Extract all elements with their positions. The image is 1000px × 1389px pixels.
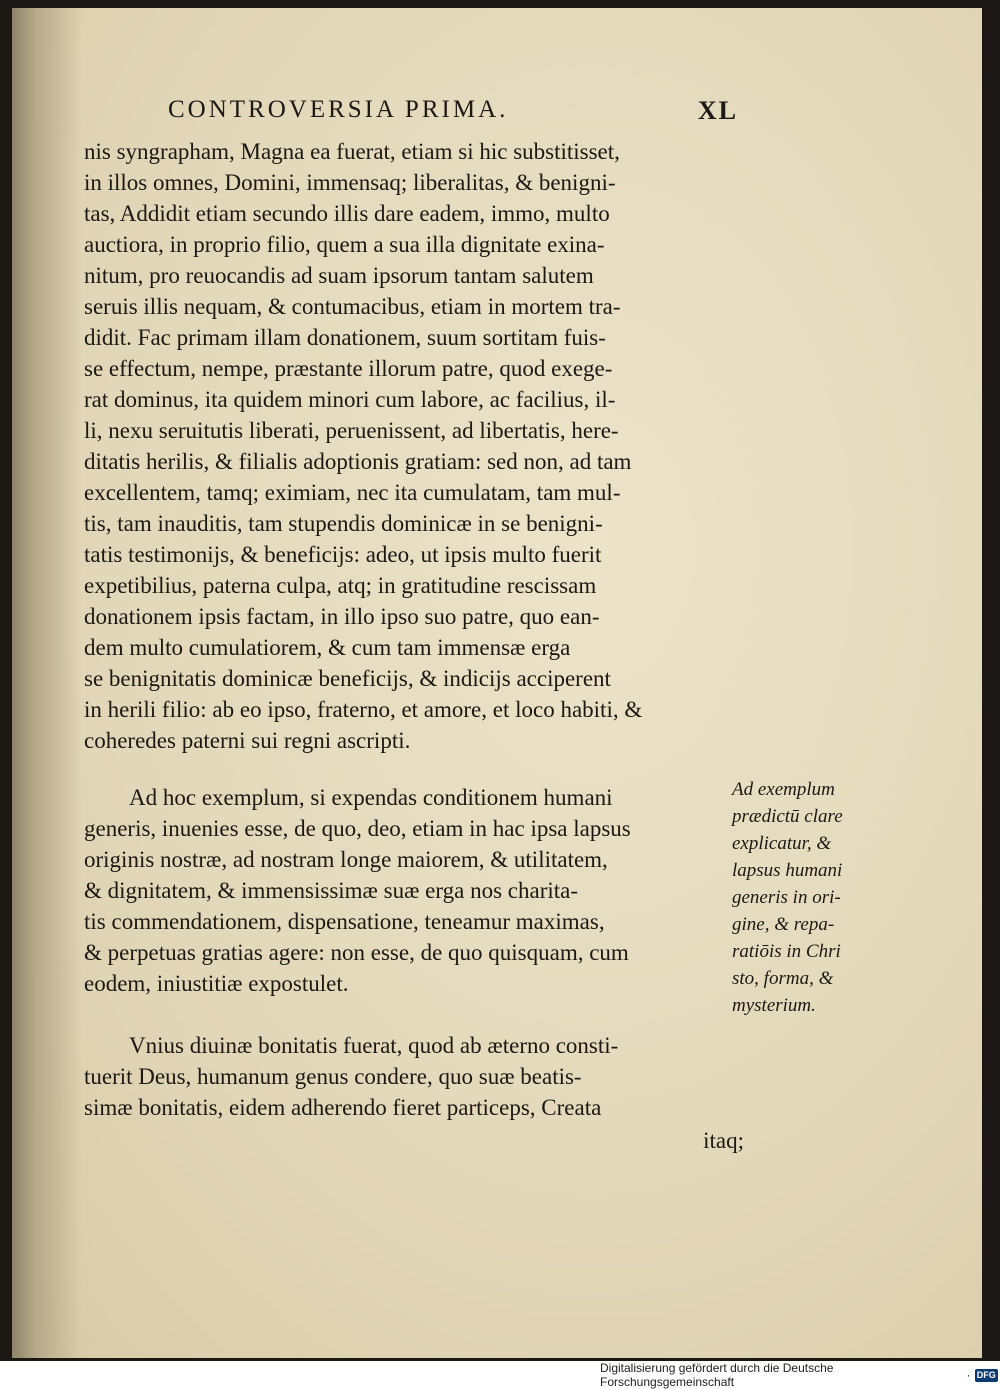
marginal-line: generis in ori- (732, 887, 841, 908)
text-line: tis, tam inauditis, tam stupendis dominicæ in se benigni- (84, 511, 603, 536)
text-line: eodem, iniustitiæ expostulet. (84, 971, 349, 996)
text-line: donationem ipsis factam, in illo ipso suo patre, quo ean- (84, 604, 600, 629)
text-line: in herili filio: ab eo ipso, fraterno, et amore, et loco habiti, & (84, 697, 643, 722)
text-line: coheredes paterni sui regni ascripti. (84, 728, 411, 753)
text-line: expetibilius, paterna culpa, atq; in gratitudine rescissam (84, 573, 597, 598)
text-line: tuerit Deus, humanum genus condere, quo suæ beatis- (84, 1064, 582, 1089)
marginal-line: sto, forma, & (732, 968, 834, 989)
marginal-line: gine, & repa- (732, 914, 835, 935)
marginal-line: ratiōis in Chri (732, 941, 841, 962)
text-line: tis commendationem, dispensatione, teneamur maximas, (84, 909, 605, 934)
page-gutter-shadow (12, 8, 82, 1358)
text-line: & dignitatem, & immensissimæ suæ erga nos charita- (84, 878, 579, 903)
text-line: & perpetuas gratias agere: non esse, de quo quisquam, cum (84, 940, 629, 965)
text-line: excellentem, tamq; eximiam, nec ita cumulatam, tam mul- (84, 480, 621, 505)
paragraph-1 (84, 136, 734, 756)
text-line: seruis illis nequam, & contumacibus, etiam in mortem tra- (84, 294, 621, 319)
footer-text: Digitalisierung gefördert durch die Deutsche Forschungsgemeinschaft (600, 1361, 834, 1389)
text-line: Ad hoc exemplum, si expendas conditionem humani (129, 785, 613, 810)
text-line: se benignitatis dominicæ beneficijs, & indicijs acciperent (84, 666, 611, 691)
running-title: CONTROVERSIA PRIMA. (168, 96, 509, 123)
text-line: li, nexu seruitutis liberati, peruenissent, ad libertatis, here- (84, 418, 619, 443)
running-head (158, 92, 738, 132)
marginal-line: explicatur, & (732, 833, 832, 854)
text-line: in illos omnes, Domini, immensaq; liberalitas, & benigni- (84, 170, 616, 195)
catchword: itaq; (703, 1128, 744, 1153)
paragraph-2 (84, 782, 734, 999)
text-line: simæ bonitatis, eidem adherendo fieret particeps, Creata (84, 1095, 602, 1120)
text-line: dem multo cumulatiorem, & cum tam immensæ erga (84, 635, 571, 660)
digitization-footer: Digitalisierung gefördert durch die Deutsche Forschungsgemeinschaft · DFG (600, 1364, 1000, 1386)
text-line: tatis testimonijs, & beneficijs: adeo, ut ipsis multo fuerit (84, 542, 602, 567)
marginal-line: prædictū clare (732, 806, 843, 827)
text-line: generis, inuenies esse, de quo, deo, etiam in hac ipsa lapsus (84, 816, 631, 841)
text-line: nitum, pro reuocandis ad suam ipsorum tantam salutem (84, 263, 594, 288)
text-line: auctiora, in proprio filio, quem a sua illa dignitate exina- (84, 232, 605, 257)
text-line: originis nostræ, ad nostram longe maiorem, & utilitatem, (84, 847, 608, 872)
text-line: nis syngrapham, Magna ea fuerat, etiam si hic substitisset, (84, 139, 620, 164)
text-line: rat dominus, ita quidem minori cum labore, ac facilius, il- (84, 387, 616, 412)
marginal-note (732, 776, 882, 1019)
text-line: ditatis herilis, & filialis adoptionis gratiam: sed non, ad tam (84, 449, 632, 474)
text-line: se effectum, nempe, præstante illorum patre, quod exege- (84, 356, 613, 381)
dfg-logo-icon: DFG (975, 1369, 998, 1382)
marginal-line: Ad exemplum (732, 779, 835, 800)
text-line: Vnius diuinæ bonitatis fuerat, quod ab æterno consti- (129, 1033, 619, 1058)
text-line: tas, Addidit etiam secundo illis dare eadem, immo, multo (84, 201, 610, 226)
folio-number: XL (697, 96, 738, 125)
marginal-line: mysterium. (732, 995, 816, 1016)
marginal-line: lapsus humani (732, 860, 843, 881)
paragraph-3 (84, 1030, 734, 1123)
text-line: didit. Fac primam illam donationem, suum sortitam fuis- (84, 325, 606, 350)
